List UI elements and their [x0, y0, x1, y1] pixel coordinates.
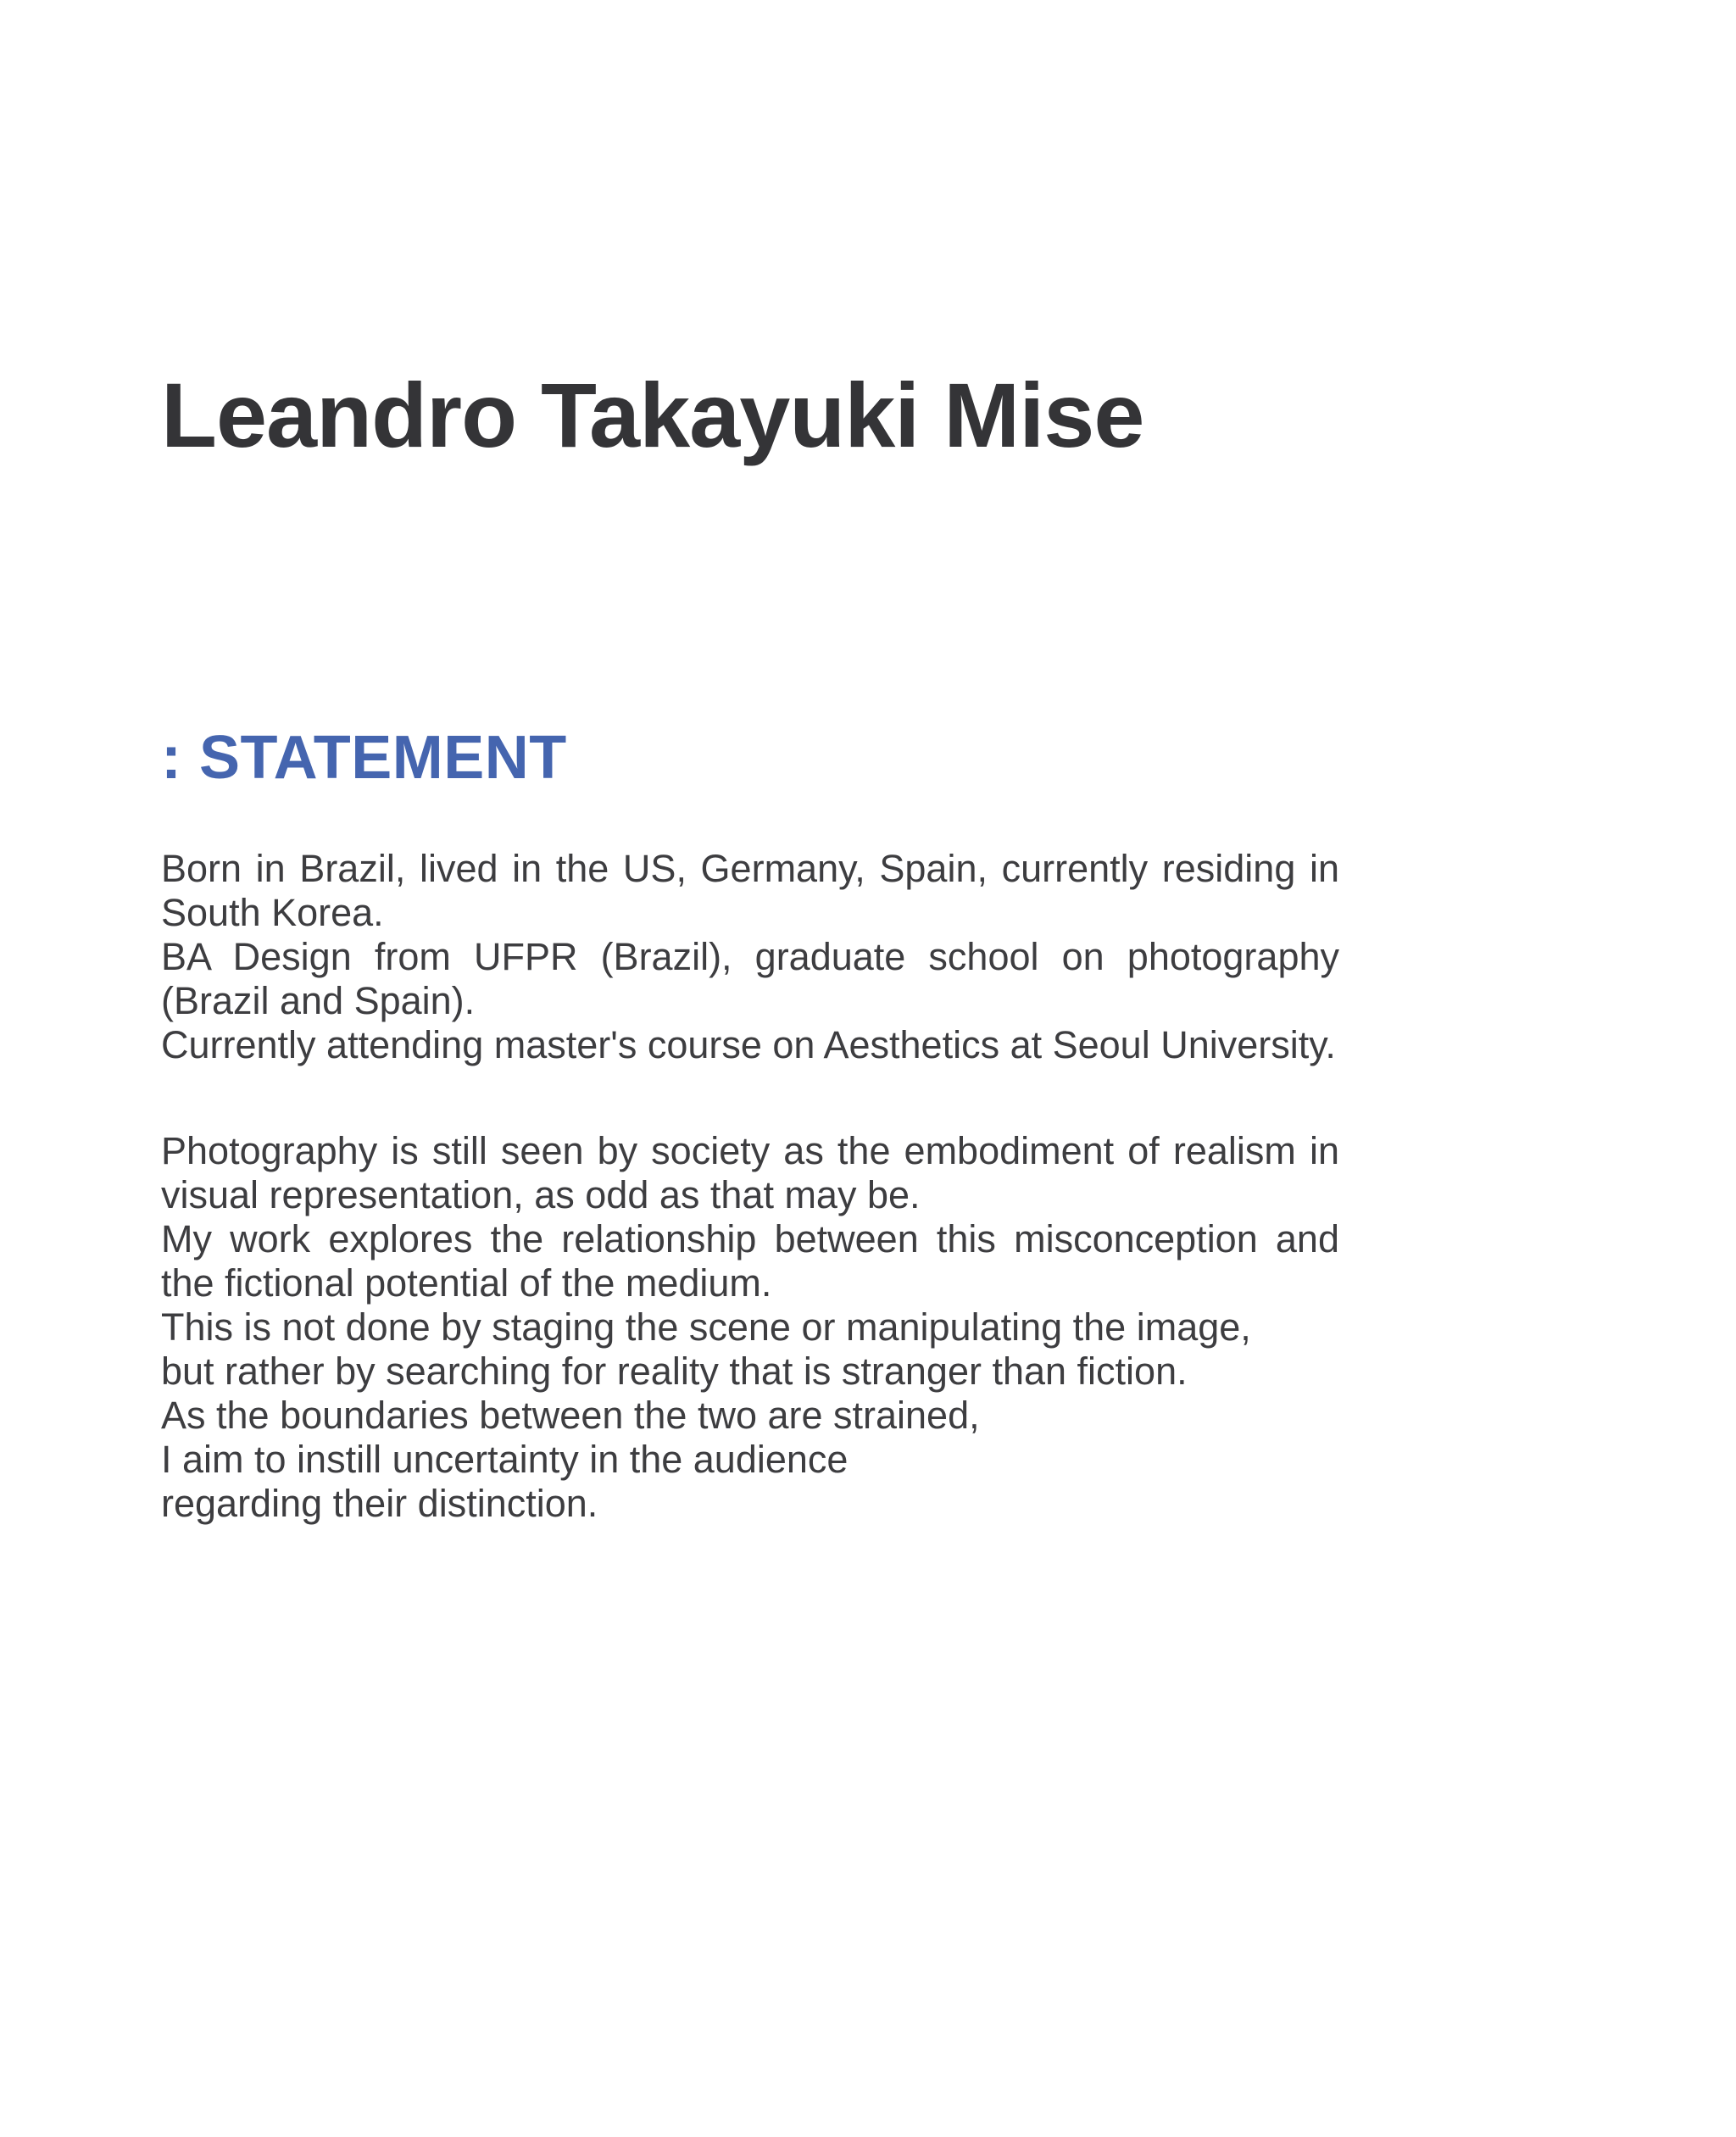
statement-line: Photography is still seen by society as the embodiment of realism in visual representation, as odd as that may be.: [161, 1129, 1339, 1216]
statement-line: I aim to instill uncertainty in the audience: [161, 1438, 849, 1481]
statement-heading: : STATEMENT: [161, 724, 567, 792]
statement-line: This is not done by staging the scene or manipulating the image,: [161, 1305, 1251, 1349]
statement-line: BA Design from UFPR (Brazil), graduate school on photography (Brazil and Spain).: [161, 935, 1339, 1022]
statement-line: regarding their distinction.: [161, 1482, 598, 1525]
statement-line: Currently attending master's course on Aesthetics at Seoul University.: [161, 1023, 1336, 1066]
statement-paragraph-bio: [161, 847, 1339, 1067]
statement-line: My work explores the relationship between this misconception and the fictional potential of the medium.: [161, 1217, 1339, 1305]
page-title: Leandro Takayuki Mise: [161, 364, 1144, 466]
document-page: [161, 0, 1339, 1526]
statement-line: but rather by searching for reality that is stranger than fiction.: [161, 1350, 1188, 1393]
statement-line: Born in Brazil, lived in the US, Germany, Spain, currently residing in South Korea.: [161, 847, 1339, 934]
statement-line: As the boundaries between the two are strained,: [161, 1394, 980, 1437]
statement-paragraph-artist: [161, 1129, 1339, 1526]
